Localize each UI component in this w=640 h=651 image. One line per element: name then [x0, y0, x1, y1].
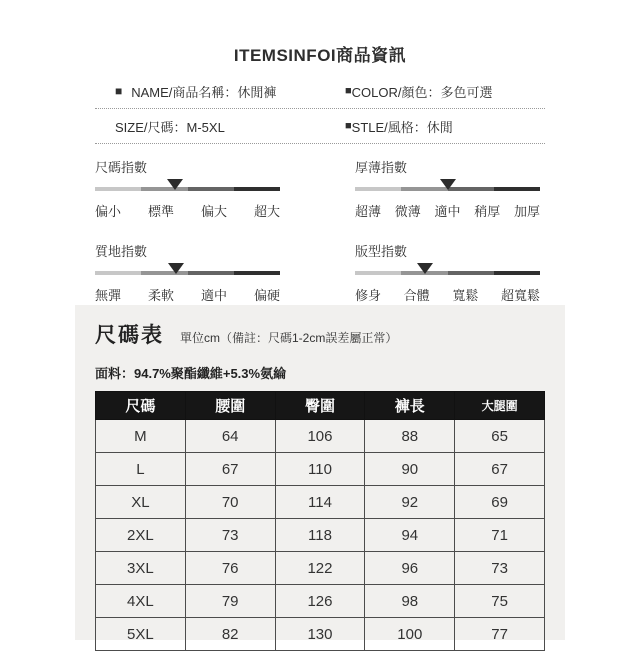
table-cell: L: [96, 453, 186, 486]
table-cell: 70: [185, 486, 275, 519]
table-cell: 130: [275, 618, 365, 651]
table-cell: 67: [455, 453, 545, 486]
slider-segment: [234, 187, 280, 191]
table-cell: 71: [455, 519, 545, 552]
table-cell: 64: [185, 420, 275, 453]
slider-segment: [95, 187, 141, 191]
slider-label: 超薄: [355, 204, 382, 219]
table-cell: 90: [365, 453, 455, 486]
table-cell: 82: [185, 618, 275, 651]
slider-label: 微薄: [394, 204, 421, 219]
fabric-composition: 面料：94.7%聚酯纖維+5.3%氨綸: [95, 366, 287, 381]
size-chart-note: 單位cm（備註：尺碼1-2cm誤差屬正常）: [180, 331, 398, 345]
slider-segment: [355, 187, 401, 191]
info-row-size-style: [95, 109, 545, 144]
size-chart-header: [95, 319, 545, 349]
slider-label: 適中: [200, 288, 227, 303]
slider-marker-icon: [417, 263, 433, 274]
column-header: 尺碼: [96, 392, 186, 420]
table-row: [96, 519, 545, 552]
info-style-text: STLE/風格：休閒: [351, 119, 453, 135]
slider-bar: [95, 271, 280, 275]
slider-label: 偏大: [200, 204, 227, 219]
slider-segment: [355, 271, 401, 275]
table-cell: 75: [455, 585, 545, 618]
table-cell: 3XL: [96, 552, 186, 585]
info-name: [95, 82, 345, 101]
slider-segment: [234, 271, 280, 275]
slider-heading: 厚薄指數: [355, 160, 408, 175]
slider-label: 寬鬆: [452, 288, 479, 303]
slider-label: 無彈: [95, 288, 122, 303]
slider-label: 偏硬: [253, 288, 280, 303]
slider-segment: [494, 271, 540, 275]
slider-bar: [355, 271, 540, 275]
table-cell: 100: [365, 618, 455, 651]
table-row: [96, 486, 545, 519]
slider-labels: [95, 285, 280, 304]
table-cell: 77: [455, 618, 545, 651]
table-cell: 110: [275, 453, 365, 486]
table-cell: 114: [275, 486, 365, 519]
slider-heading: 質地指數: [95, 244, 148, 259]
slider-marker-icon: [440, 179, 456, 190]
slider-label: 標準: [147, 204, 174, 219]
table-cell: 122: [275, 552, 365, 585]
slider-bar: [95, 187, 280, 191]
slider-labels: [355, 201, 540, 220]
indicator-sliders-section: [95, 157, 540, 304]
slider-label: 超寬鬆: [500, 288, 540, 303]
square-bullet-icon: ■: [345, 119, 352, 132]
slider-label: 合體: [403, 288, 430, 303]
info-size-text: SIZE/尺碼：M-5XL: [115, 119, 225, 135]
slider-label: 適中: [434, 204, 461, 219]
table-cell: M: [96, 420, 186, 453]
table-cell: 67: [185, 453, 275, 486]
column-header: 臀圍: [275, 392, 365, 420]
table-row: [96, 585, 545, 618]
table-row: [96, 552, 545, 585]
table-cell: 96: [365, 552, 455, 585]
slider-label: 偏小: [95, 204, 122, 219]
table-cell: 69: [455, 486, 545, 519]
info-name-text: NAME/商品名稱：休閒褲: [131, 84, 277, 100]
info-row-name-color: [95, 74, 545, 109]
square-bullet-icon: ■: [345, 84, 352, 97]
slider-marker-icon: [168, 263, 184, 274]
table-cell: 2XL: [96, 519, 186, 552]
table-cell: 79: [185, 585, 275, 618]
table-cell: 65: [455, 420, 545, 453]
square-bullet-icon: ■: [115, 84, 123, 98]
slider-marker-icon: [167, 179, 183, 190]
size-table: [95, 391, 545, 651]
table-cell: 118: [275, 519, 365, 552]
slider-label: 修身: [355, 288, 382, 303]
slider-segment: [448, 271, 494, 275]
table-cell: 4XL: [96, 585, 186, 618]
table-cell: 106: [275, 420, 365, 453]
slider-fit-index: [355, 241, 540, 304]
table-row: [96, 420, 545, 453]
slider-labels: [355, 285, 540, 304]
slider-segment: [494, 187, 540, 191]
table-cell: 5XL: [96, 618, 186, 651]
slider-labels: [95, 201, 280, 220]
table-cell: XL: [96, 486, 186, 519]
slider-label: 超大: [253, 204, 280, 219]
info-color: [345, 82, 545, 101]
info-size: [95, 117, 345, 136]
size-chart-title: 尺碼表: [95, 324, 164, 347]
slider-bar: [355, 187, 540, 191]
table-cell: 92: [365, 486, 455, 519]
slider-label: 柔軟: [147, 288, 174, 303]
table-cell: 76: [185, 552, 275, 585]
table-cell: 126: [275, 585, 365, 618]
size-chart-panel: [75, 305, 565, 643]
slider-segment: [188, 271, 234, 275]
slider-segment: [95, 271, 141, 275]
slider-size-index: [95, 157, 280, 220]
table-row: [96, 453, 545, 486]
slider-heading: 版型指數: [355, 244, 408, 259]
slider-label: 加厚: [513, 204, 540, 219]
info-color-text: COLOR/顏色：多色可選: [351, 84, 493, 100]
slider-thickness-index: [355, 157, 540, 220]
table-cell: 98: [365, 585, 455, 618]
size-table-header-row: [96, 392, 545, 420]
table-cell: 73: [185, 519, 275, 552]
info-style: [345, 117, 545, 136]
column-header: 褲長: [365, 392, 455, 420]
page-title: ITEMSINFOI商品資訊: [233, 46, 407, 65]
table-cell: 94: [365, 519, 455, 552]
table-row: [96, 618, 545, 651]
slider-texture-index: [95, 241, 280, 304]
table-cell: 88: [365, 420, 455, 453]
column-header: 大腿圍: [455, 392, 545, 420]
product-info-section: [95, 74, 545, 144]
column-header: 腰圍: [185, 392, 275, 420]
slider-segment: [188, 187, 234, 191]
table-cell: 73: [455, 552, 545, 585]
slider-label: 稍厚: [474, 204, 501, 219]
slider-heading: 尺碼指數: [95, 160, 148, 175]
